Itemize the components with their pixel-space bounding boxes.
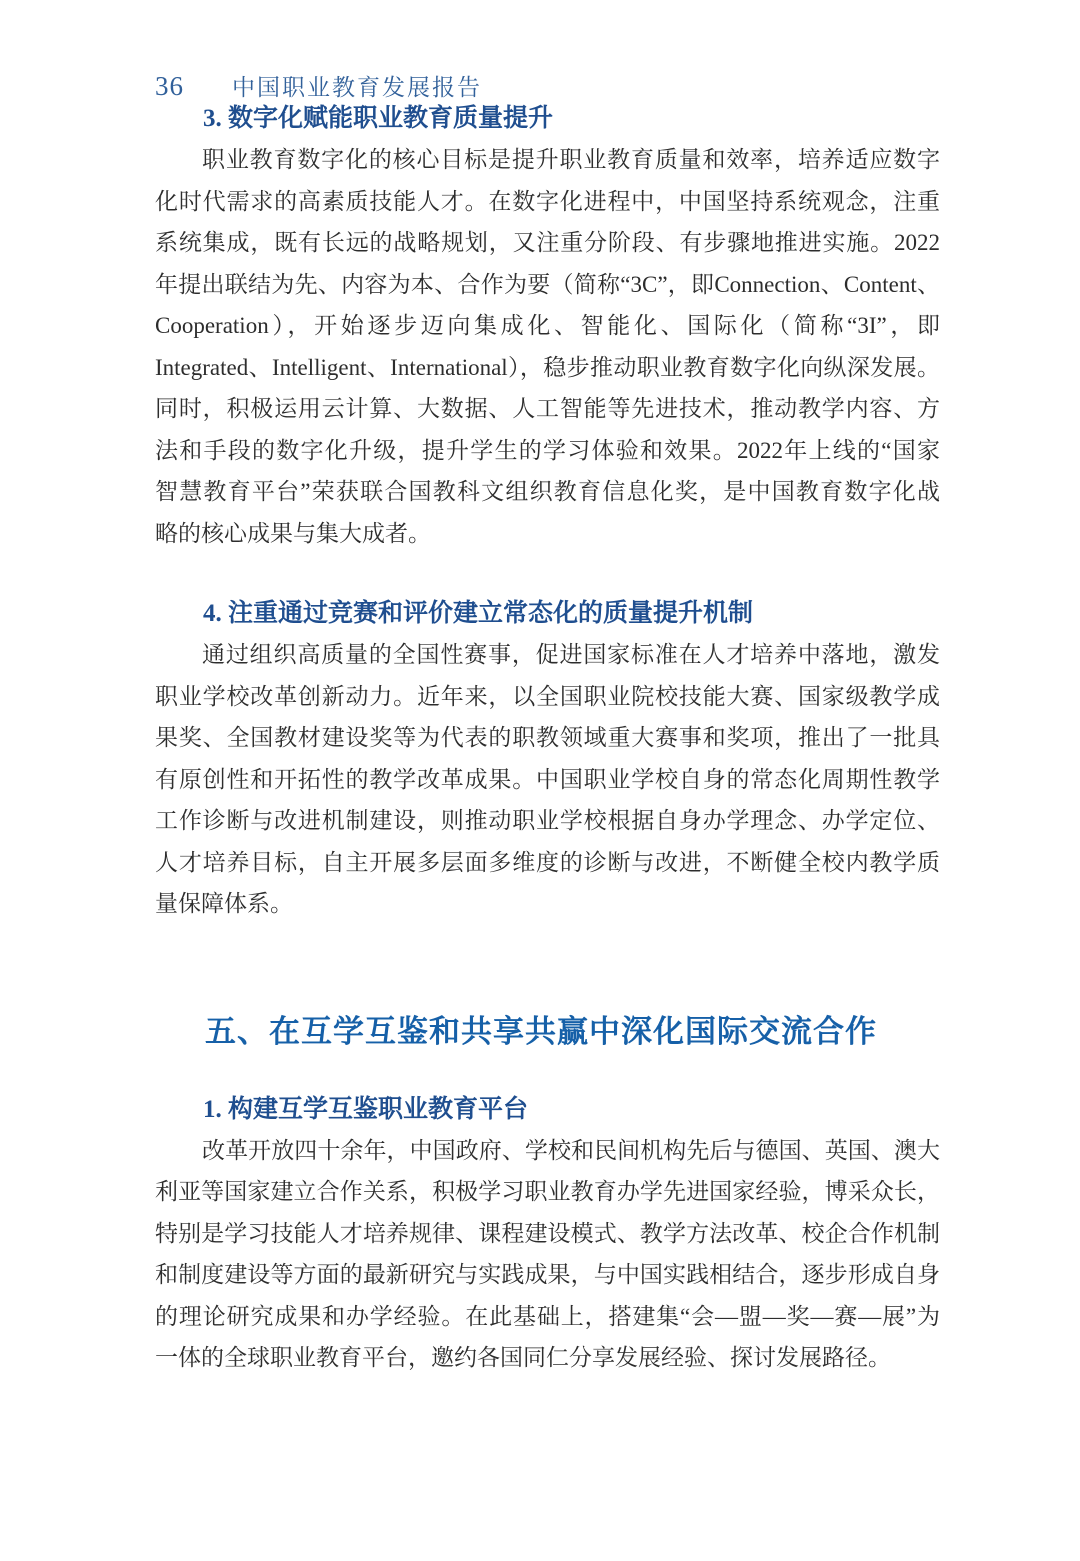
paragraph-line: 年提出联结为先、内容为本、合作为要（简称“3C”，即Connection、Content、 <box>155 271 940 297</box>
paragraph-line: 法和手段的数字化升级，提升学生的学习体验和效果。2022年上线的“国家 <box>155 437 940 463</box>
chapter-heading: 五、在互学互鉴和共享共赢中深化国际交流合作 <box>205 1013 877 1049</box>
paragraph-line: 和制度建设等方面的最新研究与实践成果，与中国实践相结合，逐步形成自身 <box>155 1262 940 1287</box>
paragraph-line: 有原创性和开拓性的教学改革成果。中国职业学校自身的常态化周期性教学 <box>155 766 940 792</box>
paragraph-line: 同时，积极运用云计算、大数据、人工智能等先进技术，推动教学内容、方 <box>155 396 940 421</box>
section-subheading: 3. 数字化赋能职业教育质量提升 <box>203 105 554 132</box>
paragraph-line: 化时代需求的高素质技能人才。在数字化进程中，中国坚持系统观念，注重 <box>155 188 940 214</box>
paragraph <box>155 1130 940 1379</box>
page-number: 36 <box>155 71 184 101</box>
section-subheading: 4. 注重通过竞赛和评价建立常态化的质量提升机制 <box>203 600 754 627</box>
page-header <box>155 72 940 102</box>
running-title: 中国职业教育发展报告 <box>232 75 482 100</box>
paragraph <box>155 139 940 554</box>
page-content-area <box>0 72 1080 1379</box>
paragraph-line: 系统集成，既有长远的战略规划，又注重分阶段、有步骤地推进实施。2022 <box>155 230 940 255</box>
paragraph-line: 改革开放四十余年，中国政府、学校和民间机构先后与德国、英国、澳大 <box>202 1137 940 1163</box>
paragraph-line: Integrated、Intelligent、International），稳步推动职业教育数字化向纵深发展。 <box>155 354 940 380</box>
paragraph-line: 通过组织高质量的全国性赛事，促进国家标准在人才培养中落地，激发 <box>202 642 940 667</box>
paragraph-line: 人才培养目标，自主开展多层面多维度的诊断与改进，不断健全校内教学质 <box>155 849 940 875</box>
paragraph-line: 的理论研究成果和办学经验。在此基础上，搭建集“会—盟—奖—赛—展”为 <box>155 1303 940 1329</box>
paragraph-line: 略的核心成果与集大成者。 <box>155 520 431 546</box>
paragraph-line: 职业教育数字化的核心目标是提升职业教育质量和效率，培养适应数字 <box>202 147 940 172</box>
paragraph-line: 一体的全球职业教育平台，邀约各国同仁分享发展经验、探讨发展路径。 <box>155 1345 891 1370</box>
paragraph-line: 职业学校改革创新动力。近年来，以全国职业院校技能大赛、国家级教学成 <box>155 683 940 709</box>
paragraph-line: 特别是学习技能人才培养规律、课程建设模式、教学方法改革、校企合作机制 <box>155 1220 940 1246</box>
paragraph-line: Cooperation），开始逐步迈向集成化、智能化、国际化（简称“3I”，即 <box>155 313 940 338</box>
paragraph-line: 量保障体系。 <box>155 891 293 916</box>
section-subheading: 1. 构建互学互鉴职业教育平台 <box>203 1095 529 1123</box>
paragraph <box>155 634 940 925</box>
paragraph-line: 利亚等国家建立合作关系，积极学习职业教育办学先进国家经验，博采众长， <box>155 1179 940 1204</box>
paragraph-line: 智慧教育平台”荣获联合国教科文组织教育信息化奖，是中国教育数字化战 <box>155 479 940 504</box>
paragraph-line: 工作诊断与改进机制建设，则推动职业学校根据自身办学理念、办学定位、 <box>155 808 940 833</box>
paragraph-line: 果奖、全国教材建设奖等为代表的职教领域重大赛事和奖项，推出了一批具 <box>155 725 940 750</box>
